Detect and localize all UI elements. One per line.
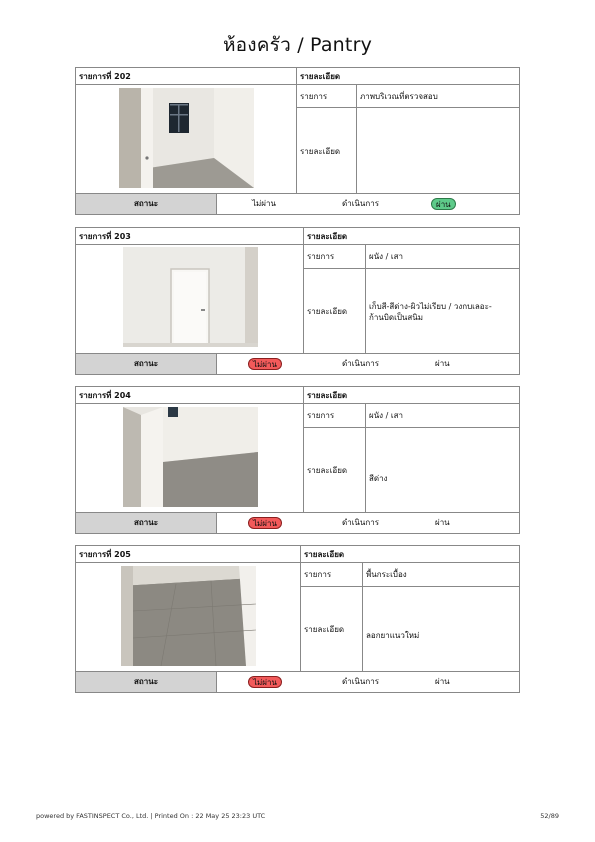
item-title: รายการที่ 202 — [76, 68, 297, 85]
item-title: รายการที่ 203 — [76, 228, 304, 245]
inspection-photo[interactable] — [123, 407, 258, 507]
status-pass-option[interactable]: ผ่าน — [435, 677, 450, 686]
status-label: สถานะ — [76, 513, 217, 533]
item-value: ผนัง / เสา — [366, 245, 519, 269]
status-fail-option[interactable]: ไม่ผ่าน — [248, 517, 282, 529]
item-label: รายการ — [297, 85, 357, 108]
photo-cell — [76, 563, 301, 672]
inspection-card-204 — [75, 386, 520, 534]
status-bar — [76, 193, 519, 214]
status-label: สถานะ — [76, 672, 217, 692]
status-bar — [76, 353, 519, 374]
item-value: ผนัง / เสา — [366, 404, 519, 428]
detail-label: รายละเอียด — [297, 108, 357, 194]
detail-header: รายละเอียด — [304, 387, 519, 404]
status-fail-option[interactable]: ไม่ผ่าน — [252, 199, 276, 208]
item-label: รายการ — [304, 404, 366, 428]
footer-text: powered by FASTINSPECT Co., Ltd. | Printed On : 22 May 25 23:23 UTC — [36, 812, 266, 820]
inspection-photo[interactable] — [119, 88, 254, 188]
inspection-photo[interactable] — [121, 566, 256, 666]
status-fail-option[interactable]: ไม่ผ่าน — [248, 358, 282, 370]
detail-value: สีด่าง — [369, 474, 388, 483]
item-title: รายการที่ 205 — [76, 546, 301, 563]
status-in-progress-option[interactable]: ดำเนินการ — [342, 359, 379, 368]
detail-header: รายละเอียด — [297, 68, 519, 85]
status-fail-option[interactable]: ไม่ผ่าน — [248, 676, 282, 688]
status-bar — [76, 512, 519, 533]
inspection-card-203 — [75, 227, 520, 375]
item-title: รายการที่ 204 — [76, 387, 304, 404]
status-label: สถานะ — [76, 354, 217, 374]
status-pass-option[interactable]: ผ่าน — [431, 198, 456, 210]
detail-header: รายละเอียด — [301, 546, 519, 563]
detail-label: รายละเอียด — [304, 428, 366, 513]
detail-value — [357, 108, 519, 194]
detail-label: รายละเอียด — [304, 269, 366, 354]
status-bar — [76, 671, 519, 692]
status-in-progress-option[interactable]: ดำเนินการ — [342, 518, 379, 527]
photo-cell — [76, 404, 304, 513]
page-number: 52/89 — [540, 812, 559, 820]
inspection-card-205 — [75, 545, 520, 693]
status-in-progress-option[interactable]: ดำเนินการ — [342, 199, 379, 208]
item-value: พื้นกระเบื้อง — [363, 563, 519, 587]
status-pass-option[interactable]: ผ่าน — [435, 518, 450, 527]
inspection-photo[interactable] — [123, 247, 258, 347]
status-pass-option[interactable]: ผ่าน — [435, 359, 450, 368]
inspection-card-202 — [75, 67, 520, 215]
item-label: รายการ — [304, 245, 366, 269]
item-value: ภาพบริเวณที่ตรวจสอบ — [357, 85, 519, 108]
item-label: รายการ — [301, 563, 363, 587]
photo-cell — [76, 85, 297, 194]
status-label: สถานะ — [76, 194, 217, 214]
photo-cell — [76, 245, 304, 354]
detail-label: รายละเอียด — [301, 587, 363, 672]
status-in-progress-option[interactable]: ดำเนินการ — [342, 677, 379, 686]
detail-value: ลอกยาแนวใหม่ — [366, 631, 420, 640]
detail-header: รายละเอียด — [304, 228, 519, 245]
detail-value: เก็บสี-สีด่าง-ผิวไม่เรียบ / วงกบเลอะ-ก้านบิดเป็นสนิม — [369, 301, 492, 322]
page-title: ห้องครัว / Pantry — [222, 34, 373, 56]
